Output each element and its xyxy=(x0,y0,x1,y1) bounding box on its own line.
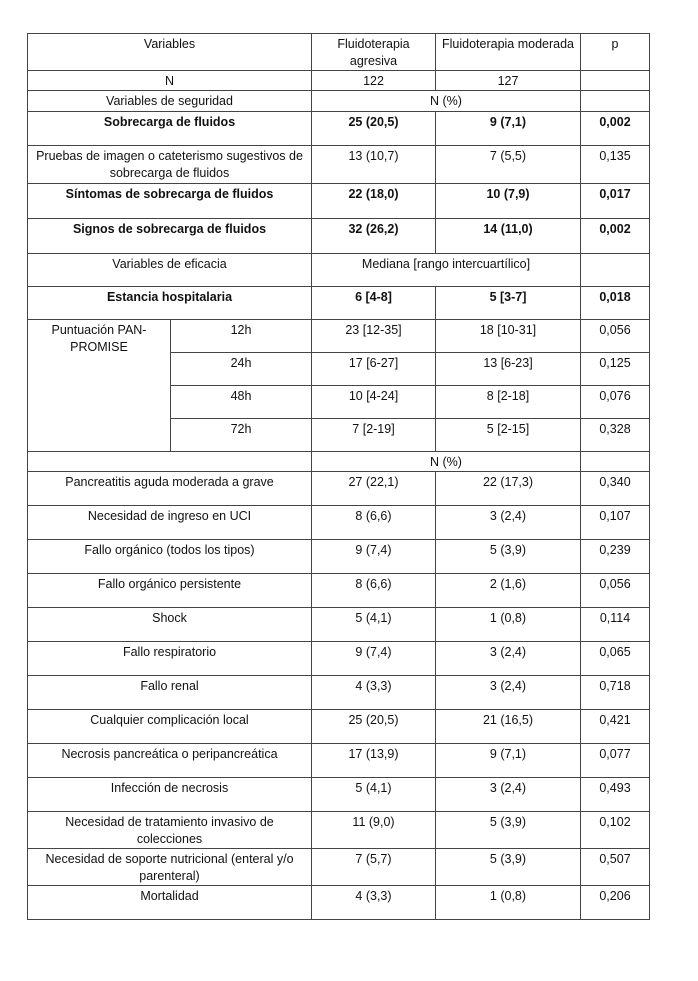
outcomes-header-unit: N (%) xyxy=(312,452,581,472)
value-moderate: 5 (3,9) xyxy=(436,849,581,886)
row-label: Cualquier complicación local xyxy=(28,710,312,744)
value-p: 0,002 xyxy=(581,112,650,146)
value-moderate: 5 [2-15] xyxy=(436,419,581,452)
value-p: 0,493 xyxy=(581,778,650,812)
value-p: 0,718 xyxy=(581,676,650,710)
value-p: 0,017 xyxy=(581,184,650,219)
header-variables: Variables xyxy=(28,34,312,71)
value-moderate: 7 (5,5) xyxy=(436,146,581,184)
value-p: 0,065 xyxy=(581,642,650,676)
stay-row xyxy=(28,287,650,320)
value-moderate: 1 (0,8) xyxy=(436,608,581,642)
value-aggressive: 9 (7,4) xyxy=(312,540,436,574)
value-aggressive: 7 [2-19] xyxy=(312,419,436,452)
value-aggressive: 32 (26,2) xyxy=(312,219,436,254)
row-label: Signos de sobrecarga de fluidos xyxy=(28,219,312,254)
value-p: 0,421 xyxy=(581,710,650,744)
efficacy-header-row xyxy=(28,254,650,287)
row-label: Fallo orgánico (todos los tipos) xyxy=(28,540,312,574)
value-aggressive: 10 [4-24] xyxy=(312,386,436,419)
value-p: 0,076 xyxy=(581,386,650,419)
time-label: 24h xyxy=(171,353,312,386)
outcome-row xyxy=(28,886,650,920)
n-p xyxy=(581,71,650,91)
value-aggressive: 17 (13,9) xyxy=(312,744,436,778)
row-label: Fallo respiratorio xyxy=(28,642,312,676)
outcome-row xyxy=(28,472,650,506)
header-row xyxy=(28,34,650,71)
value-moderate: 10 (7,9) xyxy=(436,184,581,219)
value-moderate: 21 (16,5) xyxy=(436,710,581,744)
row-label: Estancia hospitalaria xyxy=(28,287,312,320)
outcomes-header-row xyxy=(28,452,650,472)
outcome-row xyxy=(28,676,650,710)
row-label: Síntomas de sobrecarga de fluidos xyxy=(28,184,312,219)
value-p: 0,507 xyxy=(581,849,650,886)
outcome-row xyxy=(28,574,650,608)
value-moderate: 8 [2-18] xyxy=(436,386,581,419)
outcome-row xyxy=(28,710,650,744)
row-label: Shock xyxy=(28,608,312,642)
n-label: N xyxy=(28,71,312,91)
value-aggressive: 4 (3,3) xyxy=(312,676,436,710)
empty-cell xyxy=(581,254,650,287)
safety-row xyxy=(28,219,650,254)
value-aggressive: 11 (9,0) xyxy=(312,812,436,849)
value-p: 0,002 xyxy=(581,219,650,254)
value-aggressive: 22 (18,0) xyxy=(312,184,436,219)
safety-row xyxy=(28,146,650,184)
value-p: 0,056 xyxy=(581,574,650,608)
value-aggressive: 6 [4-8] xyxy=(312,287,436,320)
row-label: Mortalidad xyxy=(28,886,312,920)
pan-promise-row xyxy=(28,320,650,353)
value-aggressive: 9 (7,4) xyxy=(312,642,436,676)
value-moderate: 3 (2,4) xyxy=(436,778,581,812)
outcome-row xyxy=(28,744,650,778)
value-aggressive: 25 (20,5) xyxy=(312,112,436,146)
value-moderate: 2 (1,6) xyxy=(436,574,581,608)
value-p: 0,018 xyxy=(581,287,650,320)
value-p: 0,114 xyxy=(581,608,650,642)
row-label: Sobrecarga de fluidos xyxy=(28,112,312,146)
value-moderate: 5 (3,9) xyxy=(436,540,581,574)
value-aggressive: 4 (3,3) xyxy=(312,886,436,920)
time-label: 12h xyxy=(171,320,312,353)
empty-cell xyxy=(581,452,650,472)
header-aggressive: Fluidoterapia agresiva xyxy=(312,34,436,71)
value-moderate: 3 (2,4) xyxy=(436,506,581,540)
value-moderate: 9 (7,1) xyxy=(436,112,581,146)
row-label: Fallo orgánico persistente xyxy=(28,574,312,608)
value-aggressive: 17 [6-27] xyxy=(312,353,436,386)
row-label: Necesidad de soporte nutricional (enteral y/o parenteral) xyxy=(28,849,312,886)
value-aggressive: 7 (5,7) xyxy=(312,849,436,886)
value-p: 0,135 xyxy=(581,146,650,184)
value-p: 0,125 xyxy=(581,353,650,386)
value-p: 0,239 xyxy=(581,540,650,574)
value-moderate: 9 (7,1) xyxy=(436,744,581,778)
n-moderate: 127 xyxy=(436,71,581,91)
outcome-row xyxy=(28,778,650,812)
value-p: 0,077 xyxy=(581,744,650,778)
value-aggressive: 5 (4,1) xyxy=(312,778,436,812)
time-label: 72h xyxy=(171,419,312,452)
pan-promise-label: Puntuación PAN-PROMISE xyxy=(28,320,171,452)
safety-row xyxy=(28,184,650,219)
outcome-row xyxy=(28,608,650,642)
safety-header-row xyxy=(28,91,650,112)
value-moderate: 3 (2,4) xyxy=(436,676,581,710)
empty-cell xyxy=(28,452,312,472)
row-label: Pruebas de imagen o cateterismo sugestivos de sobrecarga de fluidos xyxy=(28,146,312,184)
efficacy-header-unit: Mediana [rango intercuartílico] xyxy=(312,254,581,287)
value-moderate: 3 (2,4) xyxy=(436,642,581,676)
outcome-row xyxy=(28,642,650,676)
header-moderate: Fluidoterapia moderada xyxy=(436,34,581,71)
value-moderate: 18 [10-31] xyxy=(436,320,581,353)
value-moderate: 5 (3,9) xyxy=(436,812,581,849)
value-aggressive: 25 (20,5) xyxy=(312,710,436,744)
safety-header-unit: N (%) xyxy=(312,91,581,112)
safety-row xyxy=(28,112,650,146)
outcome-row xyxy=(28,812,650,849)
value-aggressive: 13 (10,7) xyxy=(312,146,436,184)
row-label: Fallo renal xyxy=(28,676,312,710)
value-p: 0,340 xyxy=(581,472,650,506)
row-label: Pancreatitis aguda moderada a grave xyxy=(28,472,312,506)
value-aggressive: 8 (6,6) xyxy=(312,506,436,540)
value-moderate: 5 [3-7] xyxy=(436,287,581,320)
value-p: 0,206 xyxy=(581,886,650,920)
empty-cell xyxy=(581,91,650,112)
value-moderate: 13 [6-23] xyxy=(436,353,581,386)
value-aggressive: 27 (22,1) xyxy=(312,472,436,506)
row-label: Necesidad de tratamiento invasivo de colecciones xyxy=(28,812,312,849)
value-aggressive: 23 [12-35] xyxy=(312,320,436,353)
value-moderate: 1 (0,8) xyxy=(436,886,581,920)
value-aggressive: 5 (4,1) xyxy=(312,608,436,642)
time-label: 48h xyxy=(171,386,312,419)
row-label: Infección de necrosis xyxy=(28,778,312,812)
value-p: 0,102 xyxy=(581,812,650,849)
efficacy-header-label: Variables de eficacia xyxy=(28,254,312,287)
row-label: Necrosis pancreática o peripancreática xyxy=(28,744,312,778)
outcome-row xyxy=(28,849,650,886)
value-moderate: 22 (17,3) xyxy=(436,472,581,506)
value-p: 0,328 xyxy=(581,419,650,452)
value-p: 0,107 xyxy=(581,506,650,540)
n-aggressive: 122 xyxy=(312,71,436,91)
value-moderate: 14 (11,0) xyxy=(436,219,581,254)
value-aggressive: 8 (6,6) xyxy=(312,574,436,608)
results-table xyxy=(27,33,650,920)
n-row xyxy=(28,71,650,91)
value-p: 0,056 xyxy=(581,320,650,353)
outcome-row xyxy=(28,506,650,540)
header-p: p xyxy=(581,34,650,71)
safety-header-label: Variables de seguridad xyxy=(28,91,312,112)
row-label: Necesidad de ingreso en UCI xyxy=(28,506,312,540)
outcome-row xyxy=(28,540,650,574)
